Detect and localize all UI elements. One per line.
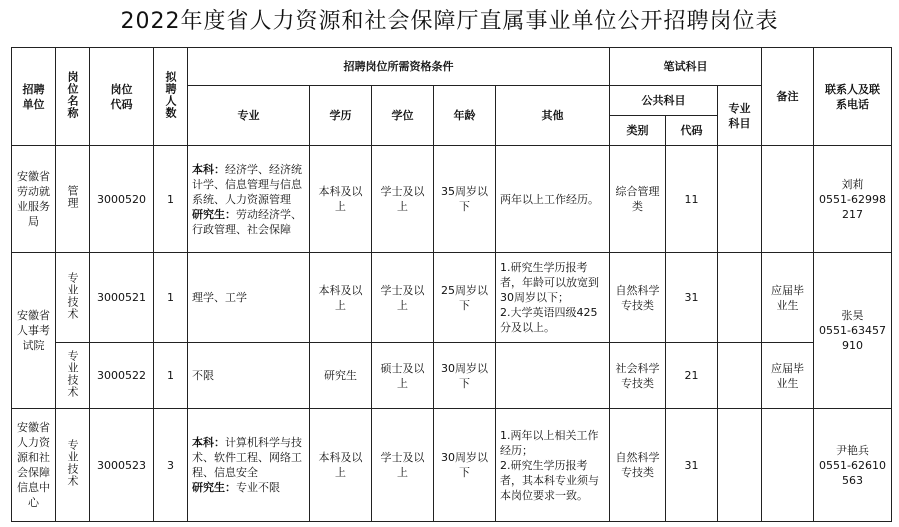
header-code: 代码 xyxy=(666,116,718,146)
post-name-cell: 管理 xyxy=(56,146,90,252)
table-row xyxy=(12,252,892,342)
page-title: 2022年度省人力资源和社会保障厅直属事业单位公开招聘岗位表 xyxy=(120,9,779,34)
major-cell: 理学、工学 xyxy=(188,252,310,342)
contact-name: 张昊 xyxy=(841,309,864,323)
degree-cell: 学士及以上 xyxy=(372,252,434,342)
header-unit: 招聘单位 xyxy=(12,48,56,146)
post-code-cell: 3000520 xyxy=(90,146,154,252)
remarks-cell: 应届毕业生 xyxy=(762,252,814,342)
other-cell: 1.两年以上相关工作经历； 2.研究生学历报考者，其本科专业须与本岗位要求一致。 xyxy=(496,409,610,522)
quota-cell: 1 xyxy=(154,252,188,342)
contact-cell xyxy=(814,409,892,522)
header-education: 学历 xyxy=(310,86,372,146)
header-other: 其他 xyxy=(496,86,610,146)
other-cell: 1.研究生学历报考者，年龄可以放宽到30周岁以下； 2.大学英语四级425分及以上。 xyxy=(496,252,610,342)
post-code-cell: 3000523 xyxy=(90,409,154,522)
major-cell: 不限 xyxy=(188,343,310,409)
header-specialty-subject: 专业科目 xyxy=(718,86,762,146)
code-cell: 11 xyxy=(666,146,718,252)
post-name-cell: 专业技术 xyxy=(56,409,90,522)
quota-cell: 1 xyxy=(154,343,188,409)
unit-cell: 安徽省劳动就业服务局 xyxy=(12,146,56,252)
header-contact: 联系人及联系电话 xyxy=(814,48,892,146)
education-cell: 本科及以上 xyxy=(310,146,372,252)
contact-cell xyxy=(814,252,892,409)
table-row xyxy=(12,146,892,252)
code-cell: 31 xyxy=(666,409,718,522)
header-age: 年龄 xyxy=(434,86,496,146)
degree-cell: 硕士及以上 xyxy=(372,343,434,409)
header-post-code: 岗位代码 xyxy=(90,48,154,146)
other-cell xyxy=(496,343,610,409)
category-cell: 自然科学专技类 xyxy=(610,409,666,522)
education-cell: 本科及以上 xyxy=(310,409,372,522)
unit-cell: 安徽省人事考试院 xyxy=(12,252,56,409)
header-remarks: 备注 xyxy=(762,48,814,146)
specialty-subject-cell xyxy=(718,146,762,252)
degree-cell: 学士及以上 xyxy=(372,409,434,522)
header-major: 专业 xyxy=(188,86,310,146)
category-cell: 社会科学专技类 xyxy=(610,343,666,409)
post-code-cell: 3000522 xyxy=(90,343,154,409)
post-code-cell: 3000521 xyxy=(90,252,154,342)
post-name-cell: 专业技术 xyxy=(56,252,90,342)
contact-phone: 0551-62610563 xyxy=(819,458,886,487)
table-row xyxy=(12,409,892,522)
education-cell: 本科及以上 xyxy=(310,252,372,342)
degree-cell: 学士及以上 xyxy=(372,146,434,252)
category-cell: 综合管理类 xyxy=(610,146,666,252)
major-cell: 本科：经济学、经济统计学、信息管理与信息系统、人力资源管理 研究生：劳动经济学、行政管理、社会保障 xyxy=(188,146,310,252)
specialty-subject-cell xyxy=(718,343,762,409)
contact-cell xyxy=(814,146,892,252)
specialty-subject-cell xyxy=(718,252,762,342)
code-cell: 21 xyxy=(666,343,718,409)
age-cell: 25周岁以下 xyxy=(434,252,496,342)
contact-name: 尹艳兵 xyxy=(836,443,870,457)
remarks-cell xyxy=(762,146,814,252)
post-name-cell: 专业技术 xyxy=(56,343,90,409)
contact-phone: 0551-63457910 xyxy=(819,324,886,353)
header-public-subject: 公共科目 xyxy=(610,86,718,116)
recruitment-table xyxy=(11,47,892,522)
major-cell: 本科：计算机科学与技术、软件工程、网络工程、信息安全 研究生：专业不限 xyxy=(188,409,310,522)
contact-name: 刘莉 xyxy=(841,177,864,191)
contact-phone: 0551-62998217 xyxy=(819,192,886,221)
quota-cell: 1 xyxy=(154,146,188,252)
header-qualifications: 招聘岗位所需资格条件 xyxy=(188,48,610,86)
education-cell: 研究生 xyxy=(310,343,372,409)
age-cell: 35周岁以下 xyxy=(434,146,496,252)
age-cell: 30周岁以下 xyxy=(434,343,496,409)
remarks-cell: 应届毕业生 xyxy=(762,343,814,409)
header-category: 类别 xyxy=(610,116,666,146)
code-cell: 31 xyxy=(666,252,718,342)
quota-cell: 3 xyxy=(154,409,188,522)
specialty-subject-cell xyxy=(718,409,762,522)
header-post-name: 岗位名称 xyxy=(56,48,90,146)
header-quota: 拟聘人数 xyxy=(154,48,188,146)
unit-cell: 安徽省人力资源和社会保障信息中心 xyxy=(12,409,56,522)
remarks-cell xyxy=(762,409,814,522)
header-exam-subjects: 笔试科目 xyxy=(610,48,762,86)
header-degree: 学位 xyxy=(372,86,434,146)
table-row xyxy=(12,343,892,409)
age-cell: 30周岁以下 xyxy=(434,409,496,522)
category-cell: 自然科学专技类 xyxy=(610,252,666,342)
other-cell: 两年以上工作经历。 xyxy=(496,146,610,252)
